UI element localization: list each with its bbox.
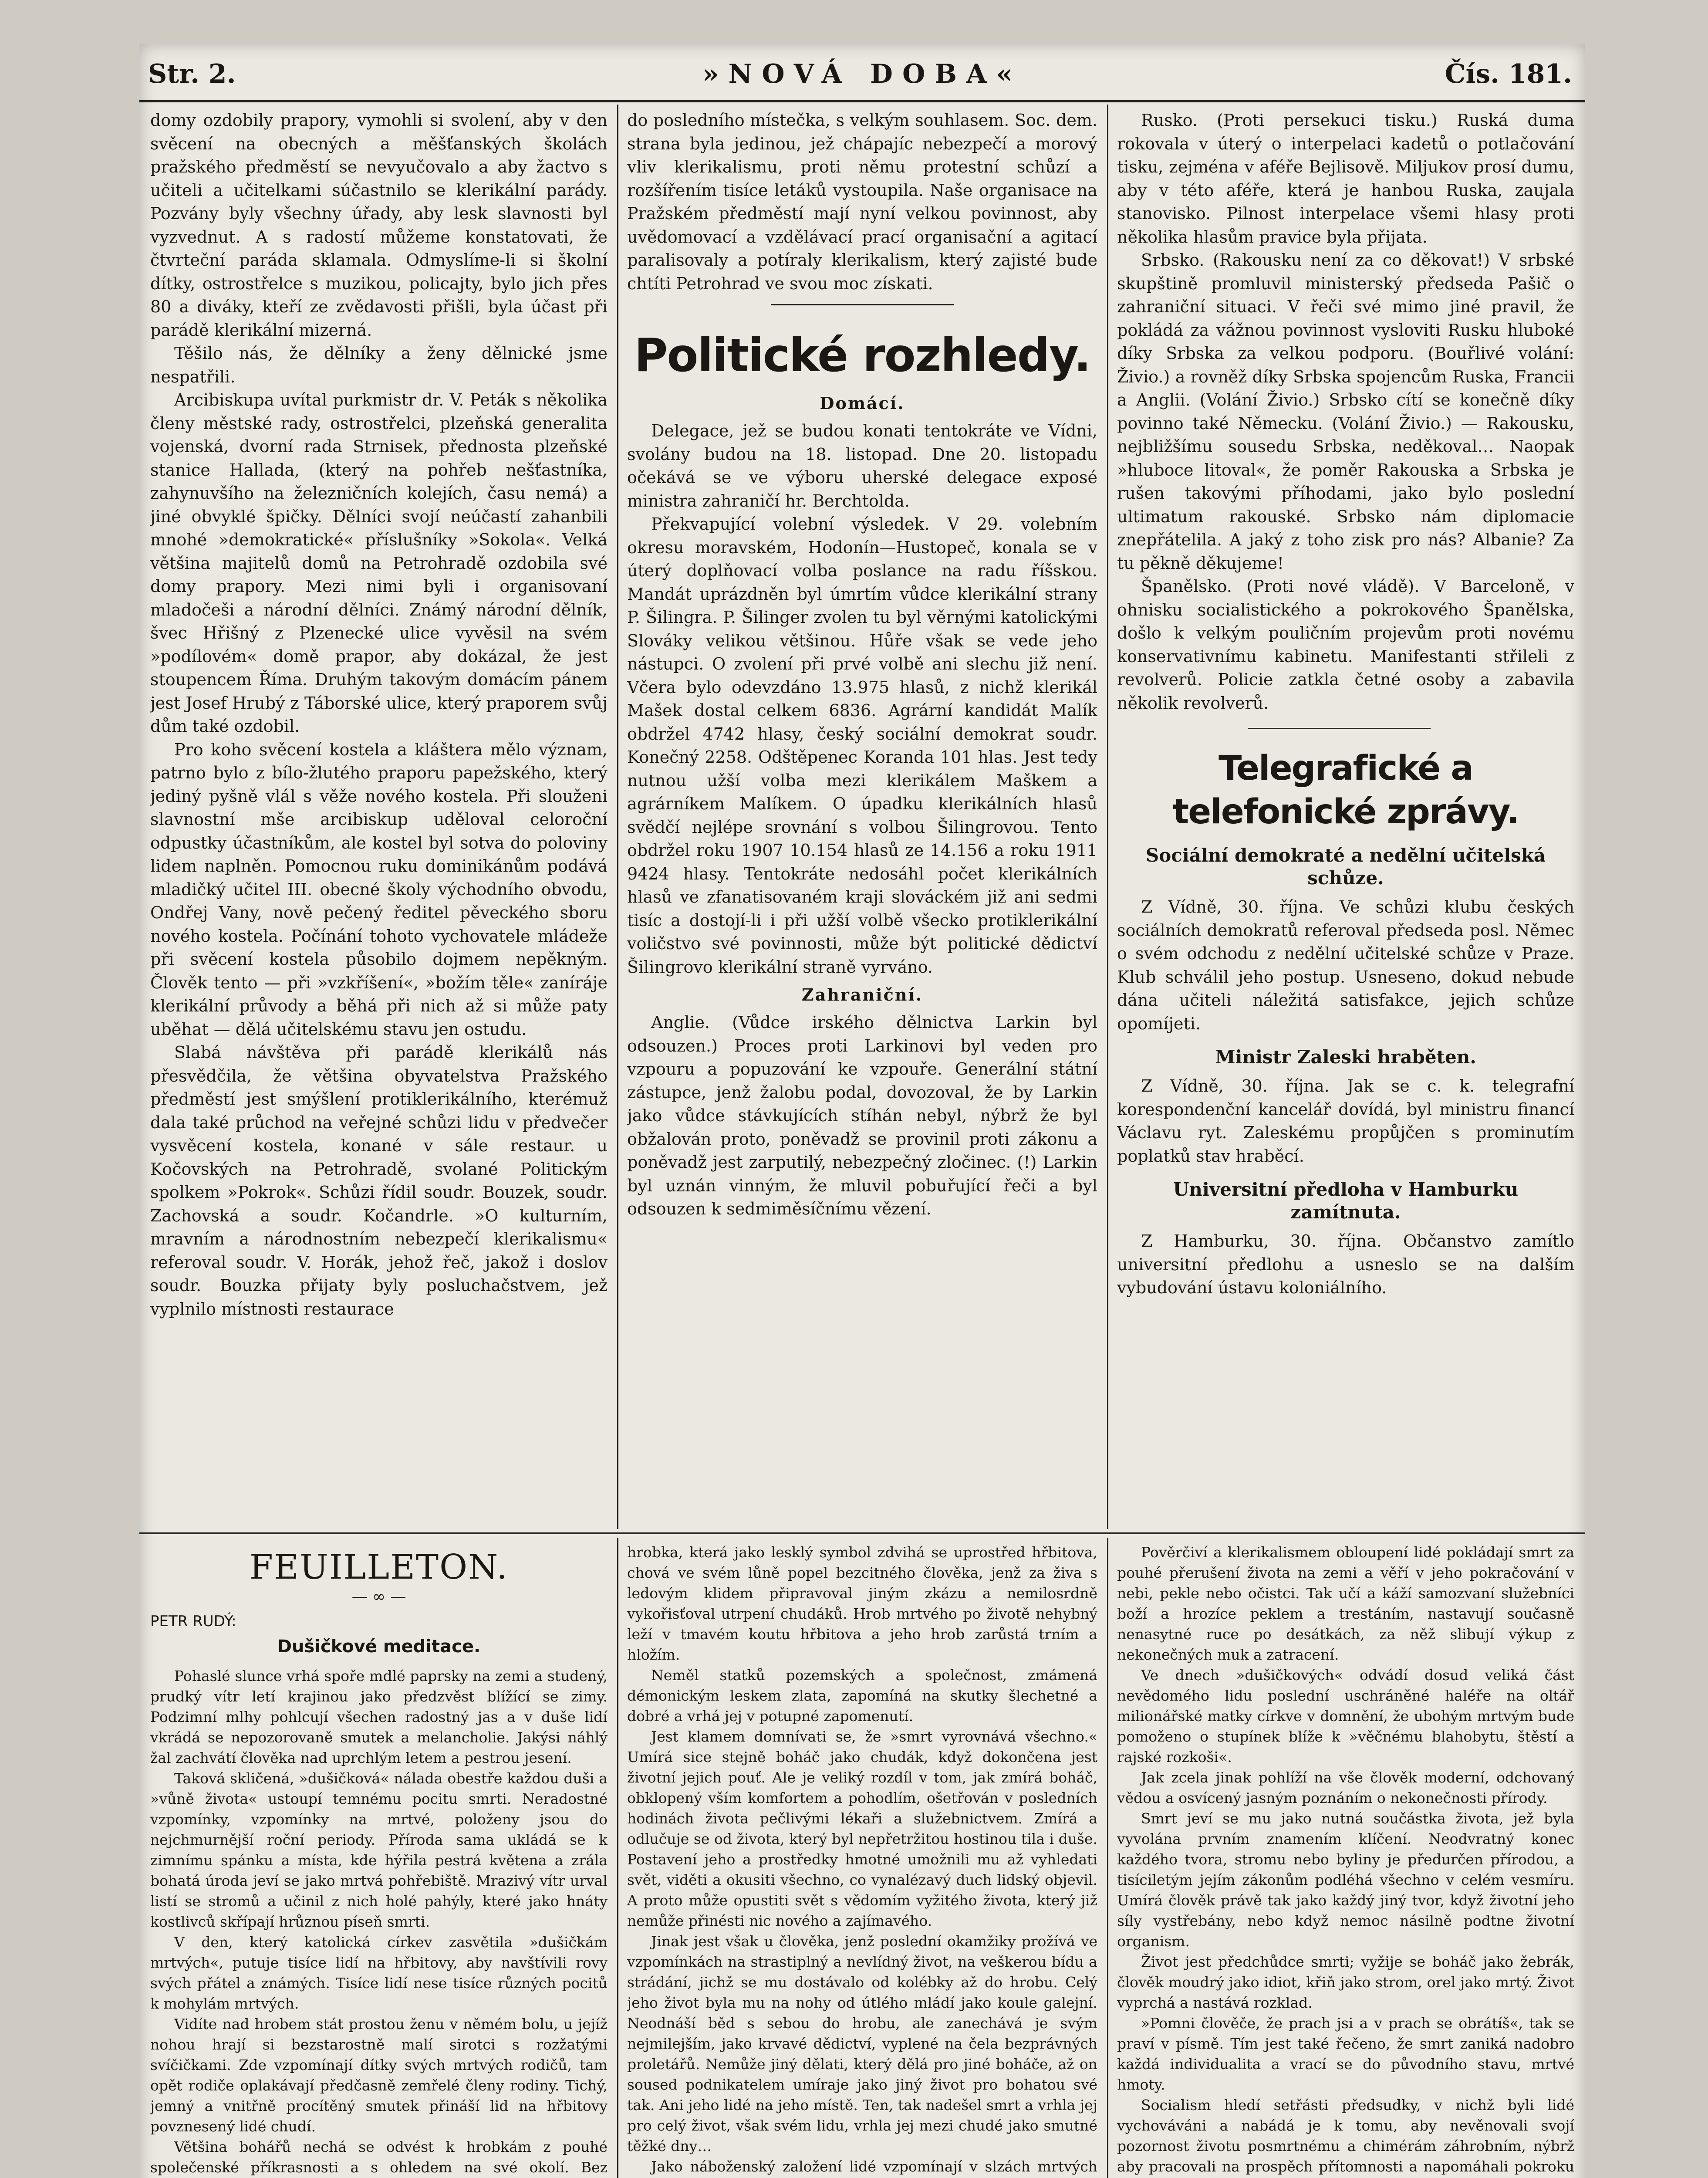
- paragraph: Z Vídně, 30. října. Ve schůzi klubu českých sociálních demokratů referoval předseda posl. Němec o svém odchodu z nedělní učitelské schůze v Praze. Klub schválil jeho postup. Usneseno, dokud nebude dána učiteli náležitá satisfakce, jejich schůze opomíjeti.: [1117, 897, 1574, 1033]
- paragraph: Překvapující volební výsledek. V 29. volebním okresu moravském, Hodonín—Hustopeč, konala se v úterý doplňovací volba poslance na radu říšskou. Mandát uprázdněn byl úmrtím vůdce klerikální strany P. Šilingra. P. Šilinger zvolen tu byl věrnými katolickými Slováky velikou většinou. Hůře však se vede jeho nástupci. O zvolení při prvé volbě ani slechu již není. Včera bylo odevzdáno 13.975 hlasů, z nichž klerikál Mašek dostal celkem 6836. Agrární kandidát Malík obdržel 4742 hlasy, český sociální demokrat soudr. Konečný 2258. Odštěpenec Koranda 101 hlas. Jest tedy nutnou užší volba mezi klerikálem Maškem a agrárníkem Malíkem. O úpadku klerikálních hlasů svědčí nejlépe srovnání s volbou Šilingrovou. Tento obdržel roku 1907 10.154 hlasů ze 14.156 a roku 1911 9424 hlasy. Tentokráte nedosáhl počet klerikálních hlasů ve zfanatisovaném kraji slováckém již ani sedmi tisíc a dostojí-li i při užší volbě všecko protiklerikální voličstvo své povinnosti, může být politické dědictví Šilingrovo klerikální straně vyrváno.: [627, 514, 1097, 977]
- subsection-title: Domácí.: [820, 393, 905, 413]
- paragraph: Jinak jest však u člověka, jenž poslední okamžiky prožívá ve vzpomínkách na strastiplný a nevlídný život, na veškerou bídu a strádání, jichž se mu dostávalo od kolébky až do hrobu. Celý jeho život byla mu na nohy od útlého mládí jako koule galejní. Neodnáší běd s sebou do hrobu, ale zanechává je svým nejmilejším, jako krvavé dědictví, vyplené na čela bezprávných proletářů. Nemůže jiný dělati, který dělá pro jiné boháče, až on soused podnikatelem umíraje jako jiný život pro bohatou své tak. Ani jeho lidé na jeho místě. Ten, tak nadešel smrt a vrhla jej pro celý život, však svém lidu, vrhla jej mezi chudé jako smutné těžké dny…: [627, 1933, 1097, 2154]
- paragraph: Anglie. (Vůdce irského dělnictva Larkin byl odsouzen.) Proces proti Larkinovi byl veden pro vzpouru a popuzování ke vzpouře. Generální státní zástupce, jenž žalobu podal, dovozoval, že by Larkin jako vůdce stávkujících stíhán nebyl, nýbrž že byl obžalován proto, poněvadž se provinil proti zákonu a poněvadž jest zarputilý, nebezpečný zločinec. (!) Larkin byl uznán vinným, že mluvil pobuřující řeči a byl odsouzen k sedmiměsíčnímu vězení.: [627, 1013, 1097, 1218]
- paragraph: »Pomni člověče, že prach jsi a v prach se obrátíš«, tak se praví v písmě. Tím jest také řečeno, že smrt zaniká nadobro každá individualita a vrací se do původního stavu, mrtvé hmoty.: [1117, 2015, 1574, 2093]
- paragraph: Ve dnech »dušičkových« odvádí dosud veliká část nevědomého lidu poslední uschráněné haléře na oltář milionářské matky církve v domnění, že ubohým mrtvým bude pomoženo o stupínek blíže k »věčnému blahobytu, štěstí a rajské rozkoši«.: [1117, 1667, 1574, 1765]
- section-title: Telegrafické a telefonické zprávy.: [1172, 749, 1519, 832]
- paragraph: hrobka, která jako lesklý symbol zdvihá se uprostřed hřbitova, chová ve svém lůně popel bezcitného člověka, jenž za živa s ledovým klidem připravoval jiným zkázu a nemilosrdně vykořisťoval utrpení chudáků. Hrob mrtvého po životě nehybný leží v tmavém koutu hřbitova a jeho hrob zarůstá trním a hložím.: [627, 1544, 1097, 1663]
- paragraph: Vidíte nad hrobem stát prostou ženu v němém bolu, u jejíž nohou hrají si bezstarostně malí sirotci s rozžatými svíčičkami. Zde vzpomínají dítky svých mrtvých rodičů, tam opět rodiče oplakávají předčasně zemřelé členy rodiny. Tichý, jemný a vnitřně procítěný smutek přináší lid na hřbitovy povznesený lidé chudí.: [150, 2016, 608, 2135]
- column-divider: [617, 105, 618, 1529]
- column-divider: [1107, 105, 1108, 1529]
- ornament: — ∞ —: [351, 1588, 406, 1606]
- feuilleton-column-3: [1117, 1542, 1574, 2178]
- newspaper-page: [139, 44, 1585, 2178]
- paragraph: Arcibiskupa uvítal purkmistr dr. V. Peták s několika členy městské rady, ostrostřelci, plzeňská generalita vojenská, dvorní rada Strnisek, přednosta plzeňské stanice Hallada, (který na pohřeb nešťastníka, zahynuvšího na železničních kolejích, času nemá) a jiné obvyklé špičky. Dělníci svojí neúčastí zahanbili mnohé »demokratické« příslušníky »Sokola«. Velká většina majitelů domů na Petrohradě ozdobila své domy prapory. Mezi nimi byli i organisovaní mladočeši a národní dělníci. Známý národní dělník, švec Hřišný z Plzenecké ulice vyvěsil na svém »podílovém« domě prapor, aby dokázal, že jest stoupencem Říma. Druhým takovým domácím pánem jest Josef Hrubý z Táborské ulice, který praporem svůj dům také ozdobil.: [150, 390, 608, 736]
- section-title: Politické rozhledy.: [634, 329, 1090, 382]
- feuilleton-rule: [139, 1532, 1585, 1534]
- paragraph: V den, který katolická církev zasvětila »dušičkám mrtvých«, putuje tisíce lidí na hřbitovy, aby navštívili rovy svých přátel a známých. Tisíce lidí nese tisíce různých pocitů k mohylám mrtvých.: [150, 1934, 608, 2012]
- paragraph: Většina bohářů nechá se odvést k hrobkám z pouhé společenské příkrasnosti a s ohledem na své okolí. Bez: [150, 2138, 608, 2176]
- news-headline: Sociální demokraté a nedělní učitelská schůze.: [1145, 845, 1546, 889]
- paragraph: Pověrčiví a klerikalismem obloupení lidé pokládají smrt za pouhé přerušení života na zemi a věří v jeho pokračování v nebi, pekle nebo očistci. Tak učí a káží samozvaní služebníci boží a hrozíce peklem a trestáním, nastavují současně nenasytné ruce po desátkách, za něž slibují výkup z nekonečných muk a zatracení.: [1117, 1544, 1574, 1663]
- paragraph: Jest klamem domnívati se, že »smrt vyrovnává všechno.« Umírá sice stejně boháč jako chudák, když dokončena jest životní jejich pouť. Ale je veliký rozdíl v tom, jak zmírá boháč, obklopený vším komfortem a pohodlím, ošetřován v posledních hodinách života pečlivými lékaři a služebnictvem. Zmírá a odlučuje se od života, který byl nepřetržitou hostinou tila i duše. Postavení jeho a prostředky hmotné umožnili mu až vyhledati svět, viděti a okusiti všechno, co vynalézavý duch lidský objevil. A proto může opustiti svět s vědomím vyžitého života, který již nemůže přinésti nic nového a zajímavého.: [627, 1728, 1097, 1929]
- paragraph: Z Hamburku, 30. října. Občanstvo zamítlo universitní předlohu a usneslo se na dalším vybudování ústavu koloniálního.: [1117, 1231, 1574, 1297]
- masthead-title: »NOVÁ DOBA«: [702, 59, 1022, 89]
- paragraph: domy ozdobily prapory, vymohli si svolení, aby v den svěcení na obecných a měšťanských školách pražského předměstí se nevyučovalo a aby žactvo s učiteli a učitelkami súčastnilo se klerikální parády. Pozvány byly všechny úřady, aby lesk slavnosti byl vyzvednut. A s radostí můžeme konstatovati, že čtvrteční paráda sklamala. Odmyslíme-li si školní dítky, ostrostřelce s muzikou, policajty, bylo jich přes 80 a diváky, kteří ze zvědavosti přišli, byla účast při parádě klerikální mizerná.: [150, 111, 608, 340]
- feuilleton-heading: Dušičkové meditace.: [277, 1637, 481, 1657]
- paragraph: Z Vídně, 30. října. Jak se c. k. telegrafní korespondenční kancelář dovídá, byl ministru financí Václavu ryt. Zaleskému propůjčen s prominutím poplatků stav hraběcí.: [1117, 1076, 1574, 1166]
- page-number: Str. 2.: [148, 59, 236, 89]
- column-divider: [1107, 1538, 1108, 2178]
- issue-number: Čís. 181.: [1445, 59, 1572, 89]
- paragraph: Neměl statků pozemských a společnost, zmámená démonickým leskem zlata, zapomíná na skutky šlechetné a dobré a vrhá jej v potupné zapomenutí.: [627, 1667, 1097, 1725]
- column-2: [627, 109, 1097, 1531]
- section-rule: [1248, 728, 1431, 729]
- paragraph: Delegace, jež se budou konati tentokráte ve Vídni, svolány budou na 18. listopad. Dne 20. listopadu očekává se ve výboru uherské delegace exposé ministra zahraničí hr. Berchtolda.: [627, 421, 1097, 511]
- paragraph: Rusko. (Proti persekuci tisku.) Ruská duma rokovala v úterý o interpelaci kadetů o potlačování tisku, zejména v aféře Bejlisově. Miljukov prosí dumu, aby v této aféře, která je hanbou Ruska, zaujala stanovisko. Pilnost interpelace všemi hlasy proti několika hlasům pravice byla přijata.: [1117, 111, 1574, 247]
- paragraph: Jako náboženský založení lidé vzpomínají v slzách mrtvých: [651, 2158, 1097, 2175]
- column-3: [1117, 109, 1574, 1531]
- paragraph: Pro koho svěcení kostela a kláštera mělo význam, patrno bylo z bílo-žlutého praporu papežského, který jediný pyšně vlál s věže nového kostela. Při slouženi slavnostní mše arcibiskup uděloval celoroční odpustky účastníkům, ale kostel byl sotva do poloviny lidem naplněn. Pomocnou ruku dominikánům podává mladičký učitel III. obecné školy východního obvodu, Ondřej Vany, nově pečený ředitel pěveckého sboru nového kostela. Počínání tohoto vychovatele mládeže při svěcení kostela působilo dojmem nepěkným. Člověk tento — při »vzkříšení«, »božím těle« zaníráje klerikální průvody a běhá při nich až si může paty uběhat — dělá učitelskému stavu jen ostudu.: [150, 740, 608, 1039]
- paragraph: Taková skličená, »dušičková« nálada obestře každou duši a »vůně života« ustoupí temnému pocitu smrti. Neradostné vzpomínky, vzpomínky na mrtvé, položeny jsou do nejchmurnější roční periody. Příroda sama ukládá se k zimnímu spánku a místa, kde hýřila pestrá květena a zrála bohatá úroda jeví se jako mrtvá pohřebiště. Mrazivý vítr urval listí se stromů a učinil z nich holé pahýly, které jako hnáty kostlivců skřípají hrůznou píseň smrti.: [150, 1770, 608, 1930]
- paragraph: Srbsko. (Rakousku není za co děkovat!) V srbské skupštině promluvil ministerský předseda Pašič o zahraniční situaci. V řeči své mimo jiné pravil, že pokládá za vážnou povinnost vysloviti Rusku hluboké díky Srbska za velkou podporu. (Bouřlivé volání: Živio.) a rovněž díky Srbska spojencům Ruska, Francii a Anglii. (Volání Živio.) Srbsko cítí se konečně díky povinno také Německu. (Volání Živio.) — Rakousku, nejbližšímu sousedu Srbska, neděkoval… Naopak »hluboce litoval«, že poměr Rakouska a Srbska je rušen takovými příhodami, jako bylo poslední ultimatum rakouské. Srbsko nám diplomacie znepřátelila. A jaký z toho zisk pro nás? Albanie? Za tu pěkně děkujeme!: [1117, 250, 1574, 573]
- feuilleton-column-2: [627, 1542, 1097, 2178]
- section-rule: [771, 304, 954, 305]
- paragraph: Pohaslé slunce vrhá spoře mdlé paprsky na zemi a studený, prudký vítr letí krajinou jako předzvěst blížící se zimy. Podzimní mlhy pohlcují všechen radostný jas a v duše lidí vkrádá se nepozorovaně smutek a melancholie. Jakýsi náhlý žal zachvátí člověka nad uprchlým letem a pestrou jesení.: [150, 1667, 608, 1766]
- paragraph: Život jest předchůdce smrti; vyžije se boháč jako žebrák, člověk moudrý jako idiot, křiň jako strom, orel jako mrtý. Život vyprchá a nastává rozklad.: [1117, 1953, 1574, 2011]
- feuilleton-title: FEUILLETON.: [249, 1548, 509, 1587]
- paragraph: do posledního místečka, s velkým souhlasem. Soc. dem. strana byla jedinou, jež chápajíc nebezpečí a morový vliv klerikalismu, proti němu protestní schůzí a rozšířením tisíce letáků vystoupila. Naše organisace na Pražském předměstí mají nyní velkou povinnost, aby uvědomovací a vzdělávací prací organisační a agitací paralisovaly a potíraly klerikalism, který zajisté bude chtíti Petrohrad ve svou moc získati.: [627, 111, 1097, 293]
- feuilleton-column-1: [150, 1538, 608, 2178]
- news-headline: Universitní předloha v Hamburku zamítnuta.: [1173, 1179, 1519, 1223]
- column-1: [150, 109, 608, 1531]
- paragraph: Jak zcela jinak pohlíží na vše člověk moderní, odchovaný vědou a osvícený jasným poznáním o nekonečnosti přírody.: [1117, 1769, 1574, 1806]
- column-divider: [617, 1538, 618, 2178]
- subsection-title: Zahraniční.: [801, 985, 923, 1004]
- paragraph: Španělsko. (Proti nové vládě). V Barceloně, v ohnisku socialistického a pokrokového Španělska, došlo k velkým pouličním projevům proti novému konservativnímu kabinetu. Manifestanti střileli z revolverů. Policie zatkla četné osoby a zabavila několik revolverů.: [1117, 577, 1574, 713]
- paragraph: Smrt jeví se mu jako nutná součástka života, jež byla vyvolána prvním znamením klíčení. Neodvratný konec každého tvora, stromu nebo byliny je předurčen přírodou, a tisíciletým jejím zákonům podléhá všechno v celém vesmíru. Umírá člověk právě tak jako každý jiný tvor, když životní jeho síly vystřebány, nebo když nemoc násilně podtne životní organism.: [1117, 1810, 1574, 1950]
- news-headline: Ministr Zaleski hraběten.: [1215, 1046, 1476, 1068]
- header-rule: [139, 100, 1585, 102]
- author-name: PETR RUDÝ:: [150, 1613, 236, 1630]
- paragraph: Těšilo nás, že dělníky a ženy dělnické jsme nespatřili.: [150, 344, 608, 386]
- paragraph: Socialism hledí setřásti předsudky, v nichž byli lidé vychováváni a nabádá je k tomu, aby nevěnovali svojí pozornost životu posmrtnému a chimérám záhrobním, nýbrž aby pracovali na prospěch přítomnosti a napomáhali pokroku: [1117, 2097, 1574, 2175]
- paragraph: Slabá návštěva při parádě klerikálů nás přesvědčila, že většina obyvatelstva Pražského předměstí jest smýšlení protiklerikálního, kterémuž dala také průchod na veřejné schůzi lidu v předvečer vysvěcení kostela, konané v sále restaur. u Kočovských na Petrohradě, svolané Politickým spolkem »Pokrok«. Schůzi řídil soudr. Bouzek, soudr. Zachovská a soudr. Kočandrle. »O kulturním, mravním a národnostním nebezpečí klerikalismu« referoval soudr. V. Horák, jehož řeč, jakož i doslov soudr. Bouzka přijaty byly posluchačstvem, jež vyplnilo místnosti restaurace: [150, 1043, 608, 1319]
